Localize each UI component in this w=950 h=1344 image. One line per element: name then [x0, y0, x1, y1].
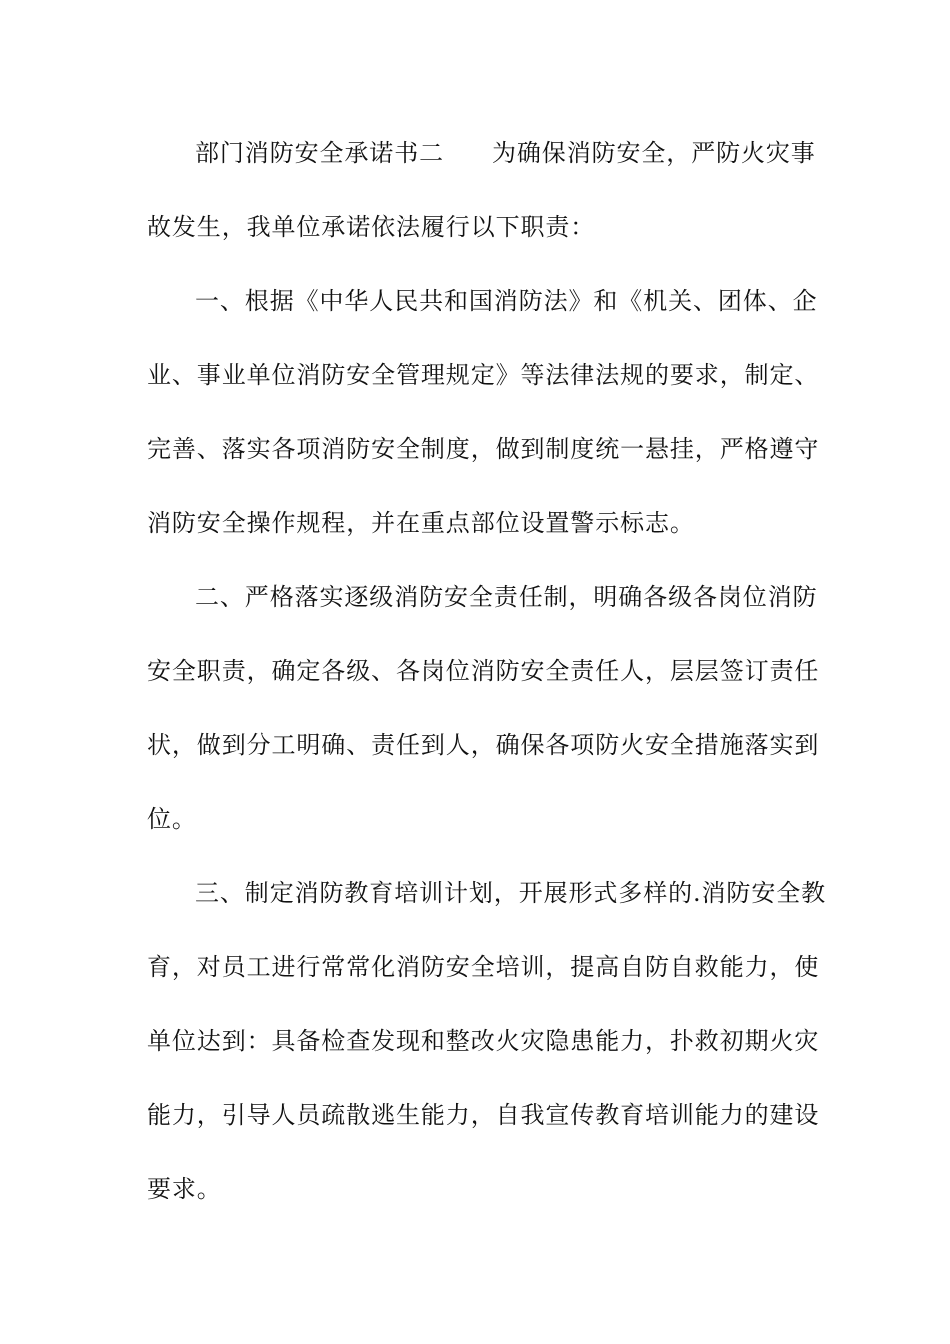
paragraph-line: 三、制定消防教育培训计划，开展形式多样的.消防安全教 [195, 879, 827, 907]
paragraph-line: 完善、落实各项消防安全制度，做到制度统一悬挂，严格遵守 [147, 435, 820, 463]
paragraph-line: 育，对员工进行常常化消防安全培训，提高自防自救能力，使 [147, 953, 820, 981]
paragraph-line: 单位达到：具备检查发现和整改火灾隐患能力，扑救初期火灾 [147, 1027, 820, 1055]
paragraph-line: 能力，引导人员疏散逃生能力，自我宣传教育培训能力的建设 [147, 1101, 820, 1129]
paragraph-line: 要求。 [147, 1175, 222, 1203]
paragraph-line: 二、严格落实逐级消防安全责任制，明确各级各岗位消防 [195, 583, 818, 611]
paragraph-line: 故发生，我单位承诺依法履行以下职责： [147, 213, 596, 241]
paragraph-line: 位。 [147, 805, 197, 833]
document-body [147, 128, 827, 1238]
paragraph-line: 状，做到分工明确、责任到人，确保各项防火安全措施落实到 [147, 731, 820, 759]
paragraph-line: 一、根据《中华人民共和国消防法》和《机关、团体、企 [195, 287, 818, 315]
paragraph-line: 安全职责，确定各级、各岗位消防安全责任人，层层签订责任 [147, 657, 820, 685]
document-title: 部门消防安全承诺书二 [195, 139, 444, 167]
paragraph-line: 为确保消防安全，严防火灾事 [492, 139, 816, 167]
title-line [147, 128, 816, 202]
paragraph-line: 业、事业单位消防安全管理规定》等法律法规的要求，制定、 [147, 361, 820, 389]
paragraph-line: 消防安全操作规程，并在重点部位设置警示标志。 [147, 509, 695, 537]
